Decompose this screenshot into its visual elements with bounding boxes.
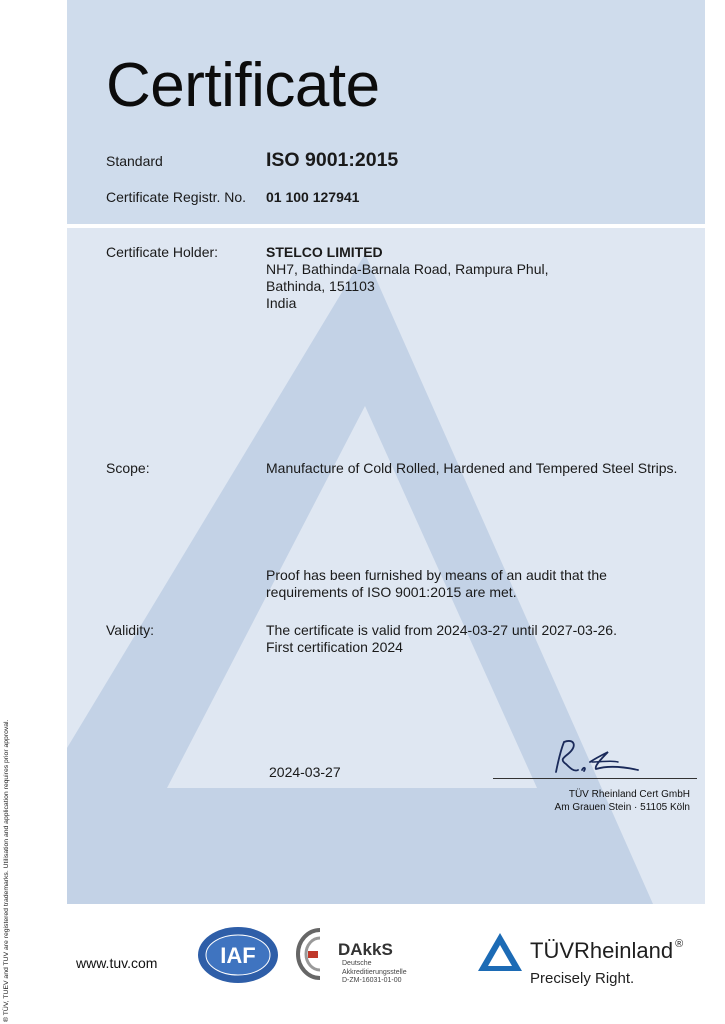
scope-text: Manufacture of Cold Rolled, Hardened and Tempered Steel Strips.	[266, 460, 678, 476]
dakks-line: Akkreditierungsstelle	[342, 968, 407, 976]
certificate-title: Certificate	[106, 51, 380, 120]
registration-label: Certificate Registr. No.	[106, 189, 247, 205]
iaf-logo	[196, 925, 280, 985]
holder-name: STELCO LIMITED	[266, 244, 383, 260]
tuv-triangle-icon	[477, 932, 523, 972]
holder-address-line: NH7, Bathinda-Barnala Road, Rampura Phul,	[266, 261, 549, 277]
issuer-address: Am Grauen Stein · 51105 Köln	[554, 802, 690, 813]
registered-mark: ®	[675, 938, 684, 950]
proof-line: Proof has been furnished by means of an audit that the	[266, 567, 607, 583]
signature-line	[493, 778, 697, 779]
tuv-name: TÜVRheinland	[530, 938, 674, 963]
dakks-line: Deutsche	[342, 960, 372, 967]
holder-block	[266, 244, 549, 312]
dakks-logo	[290, 922, 430, 992]
issue-date: 2024-03-27	[269, 764, 341, 780]
iaf-logo-text: IAF	[220, 943, 256, 968]
trademark-notice: ® TÜV, TUEV and TUV are registered trademarks. Utilisation and application requires prior approval.	[3, 719, 10, 1022]
proof-line: requirements of ISO 9001:2015 are met.	[266, 584, 517, 600]
tuv-claim: Precisely Right.	[530, 970, 635, 987]
validity-period: The certificate is valid from 2024-03-27 until 2027-03-26.	[266, 622, 617, 638]
holder-address-line: Bathinda, 151103	[266, 278, 375, 294]
dakks-name: DAkkS	[338, 940, 393, 959]
holder-address-line: India	[266, 295, 297, 311]
holder-label: Certificate Holder:	[106, 244, 219, 260]
dakks-accreditation-number: D-ZM-16031-01-00	[342, 977, 402, 984]
issuer-name: TÜV Rheinland Cert GmbH	[568, 789, 690, 800]
tuv-wordmark	[530, 938, 683, 964]
registration-number: 01 100 127941	[266, 189, 360, 205]
issuer-block	[555, 788, 690, 814]
dakks-emblem	[290, 924, 338, 984]
validity-label: Validity:	[106, 622, 154, 638]
first-certification: First certification 2024	[266, 639, 403, 655]
dakks-subtitle	[342, 960, 407, 986]
validity-block	[266, 622, 617, 656]
tuv-rheinland-logo	[477, 930, 697, 1000]
signature	[548, 736, 648, 780]
standard-value: ISO 9001:2015	[266, 149, 399, 171]
standard-label: Standard	[106, 153, 163, 169]
website-link[interactable]: www.tuv.com	[76, 955, 158, 971]
scope-label: Scope:	[106, 460, 150, 476]
proof-statement	[266, 567, 607, 601]
